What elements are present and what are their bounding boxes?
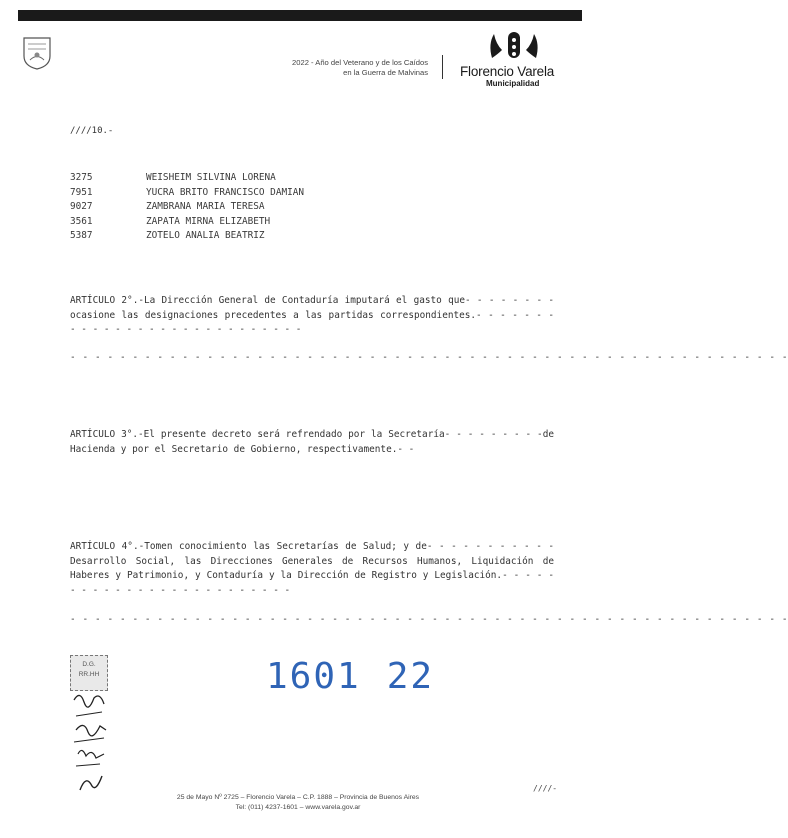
employee-code: 3275 [70,172,93,183]
handwritten-initials-icon [70,692,114,802]
page-reference: ////10.- [70,126,114,136]
header-divider [442,55,443,79]
employee-code: 9027 [70,201,93,212]
article-3: ARTÍCULO 3°.-El presente decreto será refrendado por la Secretaría- - - - - - - - -de Hacienda y por el Secretario de Gobierno, respectivamente.- - [70,429,554,455]
municipal-crest-icon [22,36,52,70]
list-item [70,200,370,215]
year-slogan: 2022 - Año del Veterano y de los Caídos en la Guerra de Malvinas [292,58,428,77]
article-4: ARTÍCULO 4°.-Tomen conocimiento las Secretarías de Salud; y de- - - - - - - - - - -Desarrollo Social, las Direcciones Generales de Recursos Humanos, Liquidación de Haberes y Patrimonio, y Contaduría y la Dirección de Registro y Legislación.- - - - - - - - - - - - - - - - - - - - - - - - - [70,541,554,596]
rrhh-stamp: D.G. RR.HH [70,655,108,691]
dash-filler-line: - - - - - - - - - - - - - - - - - - - - - - - - - - - - - - - - - - - - - - - - - - - - - - - - - - - - - - - - - - [70,352,788,363]
employee-code: 3561 [70,215,93,227]
employee-code: 5387 [70,230,93,241]
list-item [70,215,370,230]
list-item [70,186,370,201]
dash-filler-line: - - - - - - - - - - - - - - - - - - - - - - - - - - - - - - - - - - - - - - - - - - - - - - - - - - - - - - - - - - [70,614,788,625]
article-2: ARTÍCULO 2°.-La Dirección General de Contaduría imputará el gasto que- - - - - - - -ocasione las designaciones precedentes a las partidas correspondientes.- - - - - - - - - - - - - - - - - - - - - - - - - - - - [70,295,554,335]
employee-code: 7951 [70,186,93,198]
list-item [70,171,370,186]
employee-name: ZOTELO ANALIA BEATRIZ [146,230,265,241]
continues-marker: ////- [533,784,558,793]
list-item [70,229,370,244]
top-scan-bar [18,10,582,21]
brand-subtitle: Municipalidad [486,79,540,88]
employee-name: ZAMBRANA MARIA TERESA [146,201,265,212]
employee-name: YUCRA BRITO FRANCISCO DAMIAN [146,186,305,198]
names-list [70,171,370,244]
employee-name: ZAPATA MIRNA ELIZABETH [146,215,271,227]
page-footer: 25 de Mayo Nº 2725 – Florencio Varela – C.P. 1888 – Provincia de Buenos Aires Tel: (011) 4237-1601 – www.varela.gov.ar [176,794,420,811]
employee-name: WEISHEIM SILVINA LORENA [146,172,276,183]
brand-name: Florencio Varela [460,64,555,79]
decree-number: 1601 22 [266,656,435,697]
